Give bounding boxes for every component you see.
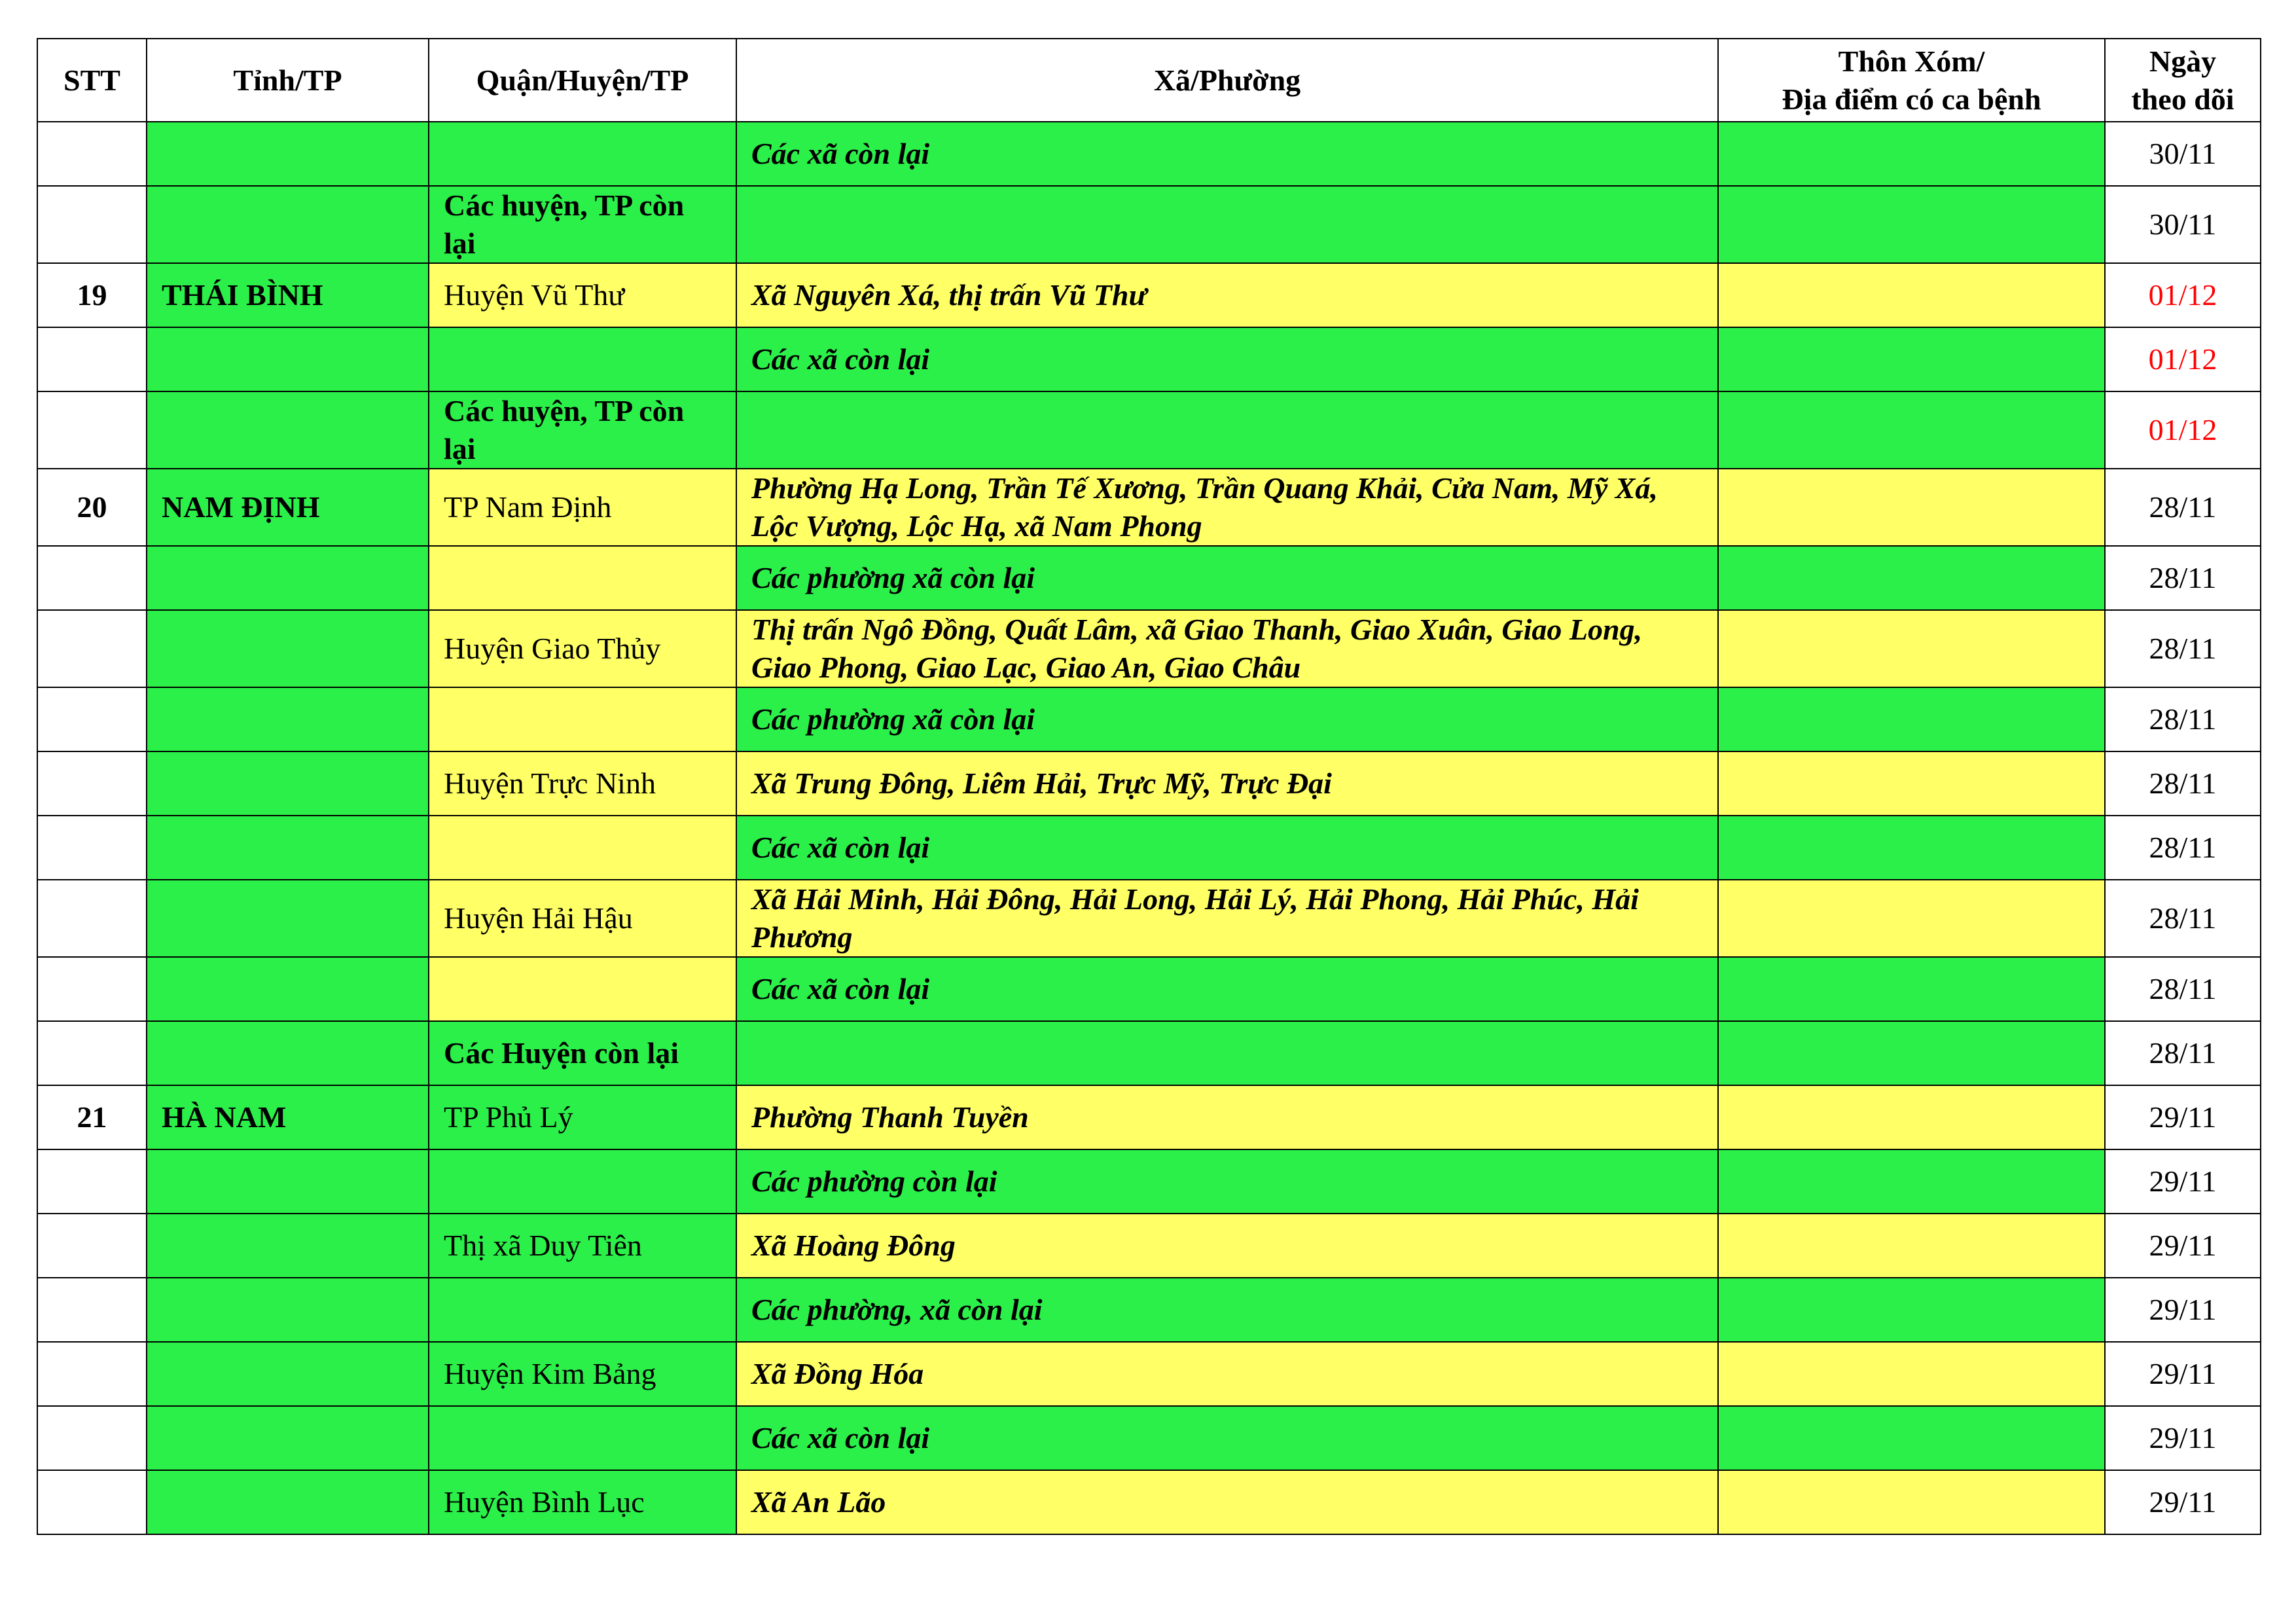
row-province: [147, 957, 429, 1021]
table-row: [37, 1021, 2261, 1085]
row-date: 28/11: [2105, 1021, 2261, 1085]
row-hamlet: [1718, 816, 2105, 880]
row-district: [429, 122, 736, 186]
row-province: [147, 687, 429, 751]
row-stt: [37, 610, 147, 687]
table-row: [37, 816, 2261, 880]
table-row: [37, 751, 2261, 816]
table-row: [37, 687, 2261, 751]
row-hamlet: [1718, 546, 2105, 610]
row-province: [147, 1406, 429, 1470]
row-date: 01/12: [2105, 327, 2261, 391]
row-province: [147, 751, 429, 816]
row-province: [147, 1278, 429, 1342]
row-commune: Các xã còn lại: [736, 1406, 1718, 1470]
row-hamlet: [1718, 1278, 2105, 1342]
header-hamlet: [1718, 39, 2105, 122]
row-district: Huyện Bình Lục: [429, 1470, 736, 1534]
table-row: [37, 1470, 2261, 1534]
row-stt: [37, 1149, 147, 1214]
row-commune: Thị trấn Ngô Đồng, Quất Lâm, xã Giao Thanh, Giao Xuân, Giao Long, Giao Phong, Giao Lạc, Giao An, Giao Châu: [736, 610, 1718, 687]
row-commune: Phường Thanh Tuyền: [736, 1085, 1718, 1149]
row-hamlet: [1718, 1214, 2105, 1278]
row-stt: [37, 391, 147, 469]
row-date: 30/11: [2105, 186, 2261, 263]
row-date: 29/11: [2105, 1342, 2261, 1406]
row-hamlet: [1718, 751, 2105, 816]
row-province: [147, 1021, 429, 1085]
header-row: [37, 39, 2261, 122]
row-stt: [37, 751, 147, 816]
row-commune: Xã Hải Minh, Hải Đông, Hải Long, Hải Lý, Hải Phong, Hải Phúc, Hải Phương: [736, 880, 1718, 957]
row-stt: [37, 816, 147, 880]
table-row: [37, 1342, 2261, 1406]
header-date-line2: theo dõi: [2131, 82, 2234, 116]
row-province: [147, 610, 429, 687]
table-row: [37, 880, 2261, 957]
table-body: [37, 122, 2261, 1534]
row-district: TP Nam Định: [429, 469, 736, 546]
row-date: 28/11: [2105, 469, 2261, 546]
row-date: 28/11: [2105, 610, 2261, 687]
header-stt: STT: [37, 39, 147, 122]
row-stt: [37, 1342, 147, 1406]
row-province: [147, 1470, 429, 1534]
row-date: 28/11: [2105, 816, 2261, 880]
row-province: THÁI BÌNH: [147, 263, 429, 327]
row-stt: [37, 1278, 147, 1342]
row-stt: [37, 186, 147, 263]
row-stt: [37, 122, 147, 186]
row-district: [429, 1406, 736, 1470]
table-row: [37, 546, 2261, 610]
row-district: [429, 546, 736, 610]
row-stt: [37, 957, 147, 1021]
row-hamlet: [1718, 1021, 2105, 1085]
row-district: TP Phủ Lý: [429, 1085, 736, 1149]
row-stt: [37, 1406, 147, 1470]
table-row: [37, 1085, 2261, 1149]
row-district: Huyện Kim Bảng: [429, 1342, 736, 1406]
row-commune: Các phường xã còn lại: [736, 546, 1718, 610]
row-commune: Các phường, xã còn lại: [736, 1278, 1718, 1342]
row-stt: [37, 1021, 147, 1085]
row-district: Huyện Giao Thủy: [429, 610, 736, 687]
header-commune: Xã/Phường: [736, 39, 1718, 122]
row-hamlet: [1718, 610, 2105, 687]
row-stt: [37, 880, 147, 957]
row-commune: Các phường xã còn lại: [736, 687, 1718, 751]
row-hamlet: [1718, 122, 2105, 186]
row-date: 01/12: [2105, 391, 2261, 469]
row-district: [429, 957, 736, 1021]
row-commune: Các xã còn lại: [736, 957, 1718, 1021]
header-province: Tỉnh/TP: [147, 39, 429, 122]
row-province: [147, 880, 429, 957]
row-district: Các Huyện còn lại: [429, 1021, 736, 1085]
header-hamlet-line1: Thôn Xóm/: [1838, 44, 1985, 78]
row-commune: Phường Hạ Long, Trần Tế Xương, Trần Quang Khải, Cửa Nam, Mỹ Xá, Lộc Vượng, Lộc Hạ, xã Nam Phong: [736, 469, 1718, 546]
header-date-line1: Ngày: [2149, 44, 2217, 78]
row-commune: Các xã còn lại: [736, 327, 1718, 391]
row-province: NAM ĐỊNH: [147, 469, 429, 546]
row-province: [147, 1342, 429, 1406]
row-district: Huyện Vũ Thư: [429, 263, 736, 327]
row-district: [429, 816, 736, 880]
row-hamlet: [1718, 391, 2105, 469]
row-district: [429, 687, 736, 751]
row-date: 28/11: [2105, 880, 2261, 957]
row-date: 28/11: [2105, 957, 2261, 1021]
row-stt: 20: [37, 469, 147, 546]
row-district: [429, 1278, 736, 1342]
table-row: [37, 1278, 2261, 1342]
row-stt: [37, 1214, 147, 1278]
table-row: [37, 122, 2261, 186]
row-hamlet: [1718, 1470, 2105, 1534]
row-date: 29/11: [2105, 1085, 2261, 1149]
row-stt: [37, 546, 147, 610]
row-hamlet: [1718, 1406, 2105, 1470]
row-province: [147, 122, 429, 186]
row-hamlet: [1718, 1342, 2105, 1406]
row-stt: [37, 687, 147, 751]
row-district: Các huyện, TP còn lại: [429, 391, 736, 469]
table-row: [37, 610, 2261, 687]
row-commune: [736, 1021, 1718, 1085]
row-commune: Các xã còn lại: [736, 816, 1718, 880]
row-commune: Các xã còn lại: [736, 122, 1718, 186]
row-stt: [37, 327, 147, 391]
row-stt: 21: [37, 1085, 147, 1149]
row-district: Các huyện, TP còn lại: [429, 186, 736, 263]
row-district: [429, 1149, 736, 1214]
row-district: Huyện Hải Hậu: [429, 880, 736, 957]
row-hamlet: [1718, 1085, 2105, 1149]
table-row: [37, 391, 2261, 469]
row-province: [147, 327, 429, 391]
row-hamlet: [1718, 957, 2105, 1021]
row-hamlet: [1718, 186, 2105, 263]
row-date: 28/11: [2105, 687, 2261, 751]
row-province: [147, 1149, 429, 1214]
table-row: [37, 469, 2261, 546]
row-commune: Xã An Lão: [736, 1470, 1718, 1534]
row-province: [147, 391, 429, 469]
row-hamlet: [1718, 687, 2105, 751]
covid-zone-table: [37, 38, 2261, 1535]
table-row: [37, 1149, 2261, 1214]
row-province: [147, 546, 429, 610]
row-province: [147, 186, 429, 263]
table-row: [37, 957, 2261, 1021]
table-row: [37, 263, 2261, 327]
row-hamlet: [1718, 1149, 2105, 1214]
row-commune: Xã Trung Đông, Liêm Hải, Trực Mỹ, Trực Đại: [736, 751, 1718, 816]
row-commune: [736, 391, 1718, 469]
row-stt: [37, 1470, 147, 1534]
row-date: 30/11: [2105, 122, 2261, 186]
row-hamlet: [1718, 469, 2105, 546]
table-row: [37, 1406, 2261, 1470]
row-date: 29/11: [2105, 1149, 2261, 1214]
row-commune: [736, 186, 1718, 263]
table-row: [37, 1214, 2261, 1278]
row-commune: Xã Nguyên Xá, thị trấn Vũ Thư: [736, 263, 1718, 327]
row-date: 29/11: [2105, 1278, 2261, 1342]
row-hamlet: [1718, 327, 2105, 391]
row-district: Huyện Trực Ninh: [429, 751, 736, 816]
row-date: 01/12: [2105, 263, 2261, 327]
row-date: 28/11: [2105, 546, 2261, 610]
row-province: [147, 1214, 429, 1278]
row-date: 29/11: [2105, 1406, 2261, 1470]
header-district: Quận/Huyện/TP: [429, 39, 736, 122]
table-row: [37, 186, 2261, 263]
row-district: [429, 327, 736, 391]
row-province: [147, 816, 429, 880]
row-commune: Xã Đồng Hóa: [736, 1342, 1718, 1406]
row-date: 28/11: [2105, 751, 2261, 816]
header-date: [2105, 39, 2261, 122]
row-province: HÀ NAM: [147, 1085, 429, 1149]
row-date: 29/11: [2105, 1214, 2261, 1278]
row-district: Thị xã Duy Tiên: [429, 1214, 736, 1278]
row-date: 29/11: [2105, 1470, 2261, 1534]
row-stt: 19: [37, 263, 147, 327]
table-row: [37, 327, 2261, 391]
header-hamlet-line2: Địa điểm có ca bệnh: [1782, 82, 2041, 116]
row-commune: Các phường còn lại: [736, 1149, 1718, 1214]
row-commune: Xã Hoàng Đông: [736, 1214, 1718, 1278]
row-hamlet: [1718, 880, 2105, 957]
row-hamlet: [1718, 263, 2105, 327]
